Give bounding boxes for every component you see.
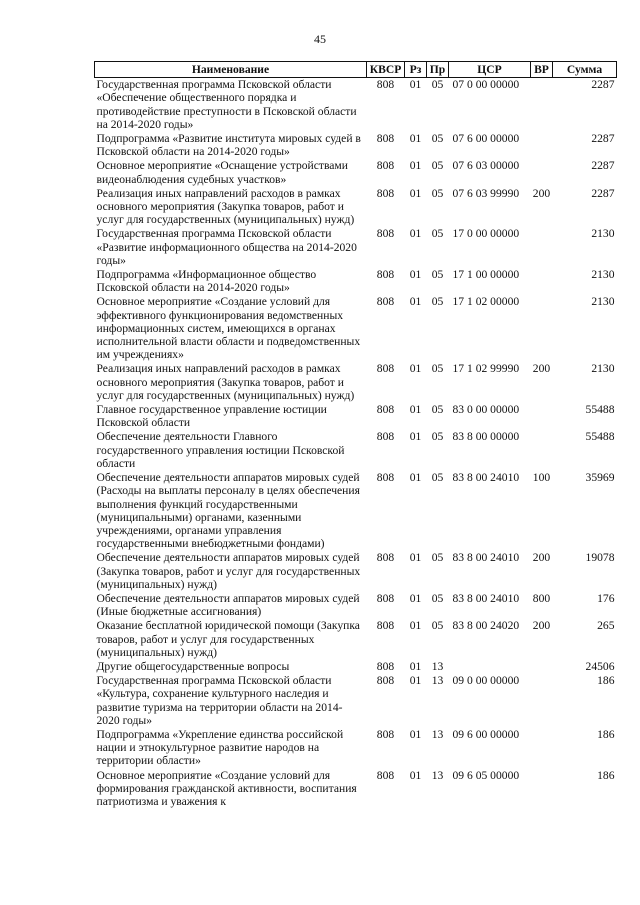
cell-vr <box>531 674 553 728</box>
cell-vr <box>531 78 553 132</box>
cell-name: Подпрограмма «Укрепление единства российской нации и этнокультурное развитие народов на территории области» <box>96 727 344 768</box>
cell-name: Реализация иных направлений расходов в рамках основного мероприятия (Закупка товаров, работ и услуг для государственных (муниципальных) нужд) <box>96 362 355 402</box>
cell-kvsr: 808 <box>376 430 395 444</box>
cell-pr: 05 <box>431 403 444 417</box>
table-row <box>95 132 617 159</box>
cell-csr: 09 0 00 00000 <box>452 674 520 688</box>
table-row <box>95 403 617 430</box>
cell-kvsr: 808 <box>376 551 395 565</box>
cell-sum: 55488 <box>585 430 615 444</box>
cell-sum: 186 <box>597 674 615 688</box>
cell-vr <box>531 660 553 674</box>
cell-pr: 05 <box>431 619 444 633</box>
cell-csr: 09 6 05 00000 <box>452 768 520 782</box>
cell-vr <box>531 769 553 810</box>
table-row <box>95 619 617 660</box>
cell-pr: 05 <box>431 591 444 605</box>
cell-sum: 2130 <box>591 295 615 309</box>
page-number: 45 <box>314 32 326 46</box>
cell-sum: 186 <box>597 727 615 741</box>
cell-csr: 83 8 00 24010 <box>452 591 520 605</box>
cell-rz: 01 <box>409 78 422 92</box>
table-row <box>95 551 617 592</box>
cell-name: Оказание бесплатной юридической помощи (Закупка товаров, работ и услуг для государственных (муниципальных) нужд) <box>96 619 360 659</box>
cell-rz: 01 <box>409 159 422 173</box>
cell-pr: 13 <box>431 768 444 782</box>
cell-pr: 05 <box>431 362 444 376</box>
cell-vr: 100 <box>532 471 551 485</box>
cell-name: Обеспечение деятельности Главного государственного управления юстиции Псковской области <box>96 430 345 470</box>
cell-csr: 07 6 00 00000 <box>452 132 520 146</box>
cell-name: Подпрограмма «Развитие института мировых судей в Псковской области на 2014-2020 годы» <box>96 132 361 159</box>
cell-sum: 176 <box>597 591 615 605</box>
header-rz: Рз <box>405 62 427 78</box>
table-row <box>95 362 617 403</box>
cell-rz: 01 <box>409 659 422 673</box>
cell-vr: 200 <box>532 619 551 633</box>
cell-kvsr: 808 <box>376 768 395 782</box>
table-row <box>95 471 617 551</box>
table-row <box>95 769 617 810</box>
cell-rz: 01 <box>409 551 422 565</box>
cell-rz: 01 <box>409 768 422 782</box>
cell-name: Другие общегосударственные вопросы <box>96 659 290 673</box>
cell-vr: 200 <box>532 362 551 376</box>
cell-rz: 01 <box>409 471 422 485</box>
cell-csr: 07 6 03 00000 <box>452 159 520 173</box>
cell-name: Государственная программа Псковской области «Культура, сохранение культурного наследия и развитие туризма на территории области на 2014-2020 годы» <box>96 674 343 727</box>
cell-pr: 05 <box>431 471 444 485</box>
cell-pr: 05 <box>431 132 444 146</box>
cell-pr: 05 <box>431 227 444 241</box>
cell-vr <box>531 430 553 471</box>
cell-pr: 05 <box>431 551 444 565</box>
cell-rz: 01 <box>409 132 422 146</box>
budget-table <box>94 61 617 809</box>
cell-kvsr: 808 <box>376 674 395 688</box>
cell-sum: 19078 <box>585 551 615 565</box>
cell-vr <box>531 268 553 295</box>
cell-pr: 05 <box>431 268 444 282</box>
cell-vr <box>531 227 553 268</box>
table-row <box>95 268 617 295</box>
cell-name: Обеспечение деятельности аппаратов мировых судей (Расходы на выплаты персоналу в целях обеспечения выполнения функций государственными (муниципальными) органами, казенными учреждениями, органами управления государственными внебюджетными фондами) <box>96 471 360 551</box>
cell-sum: 2287 <box>591 186 615 200</box>
cell-kvsr: 808 <box>376 403 395 417</box>
cell-vr: 200 <box>532 186 551 200</box>
cell-csr: 83 8 00 24020 <box>452 619 520 633</box>
cell-sum: 2287 <box>591 78 615 92</box>
table-header-row <box>95 62 617 78</box>
cell-name: Государственная программа Псковской области «Обеспечение общественного порядка и противодействие преступности в Псковской области на 2014-2020 годы» <box>96 78 357 131</box>
header-csr: ЦСР <box>449 62 531 78</box>
cell-csr: 17 1 00 00000 <box>452 268 520 282</box>
cell-kvsr: 808 <box>376 471 395 485</box>
cell-csr: 17 0 00 00000 <box>452 227 520 241</box>
table-row <box>95 674 617 728</box>
cell-sum: 2287 <box>591 159 615 173</box>
cell-pr: 05 <box>431 78 444 92</box>
cell-name: Главное государственное управление юстиции Псковской области <box>96 403 327 430</box>
cell-kvsr: 808 <box>376 591 395 605</box>
cell-csr: 83 8 00 24010 <box>452 471 520 485</box>
cell-pr: 13 <box>431 674 444 688</box>
table-row <box>95 159 617 186</box>
cell-vr <box>531 159 553 186</box>
cell-name: Основное мероприятие «Создание условий для эффективного функционирования ведомственных информационных систем, имеющихся в органах исполнительной власти области и подведомственных им учреждениях» <box>96 295 361 362</box>
cell-csr: 83 8 00 24010 <box>452 551 520 565</box>
table-row <box>95 78 617 132</box>
header-name: Наименование <box>95 62 367 78</box>
cell-rz: 01 <box>409 591 422 605</box>
cell-name: Основное мероприятие «Создание условий для формирования гражданской активности, воспитания патриотизма и уважения к <box>96 768 357 808</box>
cell-csr: 07 6 03 99990 <box>452 186 520 200</box>
cell-kvsr: 808 <box>376 132 395 146</box>
cell-sum: 265 <box>597 619 615 633</box>
cell-csr: 07 0 00 00000 <box>452 78 520 92</box>
cell-sum: 24506 <box>585 659 615 673</box>
cell-rz: 01 <box>409 362 422 376</box>
cell-rz: 01 <box>409 727 422 741</box>
cell-kvsr: 808 <box>376 295 395 309</box>
cell-rz: 01 <box>409 403 422 417</box>
table-row <box>95 430 617 471</box>
cell-rz: 01 <box>409 295 422 309</box>
cell-rz: 01 <box>409 619 422 633</box>
cell-vr <box>531 728 553 769</box>
cell-kvsr: 808 <box>376 186 395 200</box>
cell-csr: 83 8 00 00000 <box>452 430 520 444</box>
cell-pr: 13 <box>431 659 444 673</box>
cell-kvsr: 808 <box>376 227 395 241</box>
cell-sum: 55488 <box>585 403 615 417</box>
cell-name: Реализация иных направлений расходов в рамках основного мероприятия (Закупка товаров, работ и услуг для государственных (муниципальных) нужд) <box>96 186 355 227</box>
header-sum: Сумма <box>553 62 617 78</box>
cell-kvsr: 808 <box>376 659 395 673</box>
header-vr: ВР <box>531 62 553 78</box>
table-row <box>95 227 617 268</box>
cell-csr: 17 1 02 00000 <box>452 295 520 309</box>
cell-rz: 01 <box>409 186 422 200</box>
cell-vr <box>531 403 553 430</box>
cell-rz: 01 <box>409 268 422 282</box>
cell-csr: 83 0 00 00000 <box>452 403 520 417</box>
cell-name: Государственная программа Псковской области «Развитие информационного общества на 2014-2020 годы» <box>96 227 357 267</box>
cell-vr <box>531 132 553 159</box>
cell-pr: 05 <box>431 430 444 444</box>
cell-rz: 01 <box>409 674 422 688</box>
cell-csr: 17 1 02 99990 <box>452 362 520 376</box>
cell-kvsr: 808 <box>376 268 395 282</box>
header-kvsr: КВСР <box>367 62 405 78</box>
table-row <box>95 592 617 619</box>
cell-csr: 09 6 00 00000 <box>452 727 520 741</box>
header-pr: Пр <box>427 62 449 78</box>
cell-vr: 200 <box>532 551 551 565</box>
cell-kvsr: 808 <box>376 619 395 633</box>
cell-sum: 2130 <box>591 227 615 241</box>
cell-sum: 2130 <box>591 362 615 376</box>
table-row <box>95 187 617 228</box>
cell-pr: 05 <box>431 186 444 200</box>
cell-name: Обеспечение деятельности аппаратов мировых судей (Закупка товаров, работ и услуг для государственных (муниципальных) нужд) <box>96 551 361 591</box>
cell-rz: 01 <box>409 227 422 241</box>
cell-kvsr: 808 <box>376 727 395 741</box>
cell-sum: 186 <box>597 768 615 782</box>
cell-sum: 35969 <box>585 471 615 485</box>
cell-name: Обеспечение деятельности аппаратов мировых судей (Иные бюджетные ассигнования) <box>96 591 360 619</box>
cell-sum: 2287 <box>591 132 615 146</box>
table-row <box>95 728 617 769</box>
cell-name: Основное мероприятие «Оснащение устройствами видеонаблюдения судебных участков» <box>96 159 348 186</box>
cell-pr: 05 <box>431 159 444 173</box>
cell-vr: 800 <box>532 591 551 605</box>
cell-sum: 2130 <box>591 268 615 282</box>
cell-kvsr: 808 <box>376 78 395 92</box>
table-row <box>95 295 617 362</box>
table-body <box>95 78 617 809</box>
cell-name: Подпрограмма «Информационное общество Псковской области на 2014-2020 годы» <box>96 268 317 295</box>
cell-kvsr: 808 <box>376 159 395 173</box>
cell-kvsr: 808 <box>376 362 395 376</box>
cell-pr: 13 <box>431 727 444 741</box>
cell-pr: 05 <box>431 295 444 309</box>
cell-csr <box>449 660 531 674</box>
table-row <box>95 660 617 674</box>
cell-vr <box>531 295 553 362</box>
cell-rz: 01 <box>409 430 422 444</box>
